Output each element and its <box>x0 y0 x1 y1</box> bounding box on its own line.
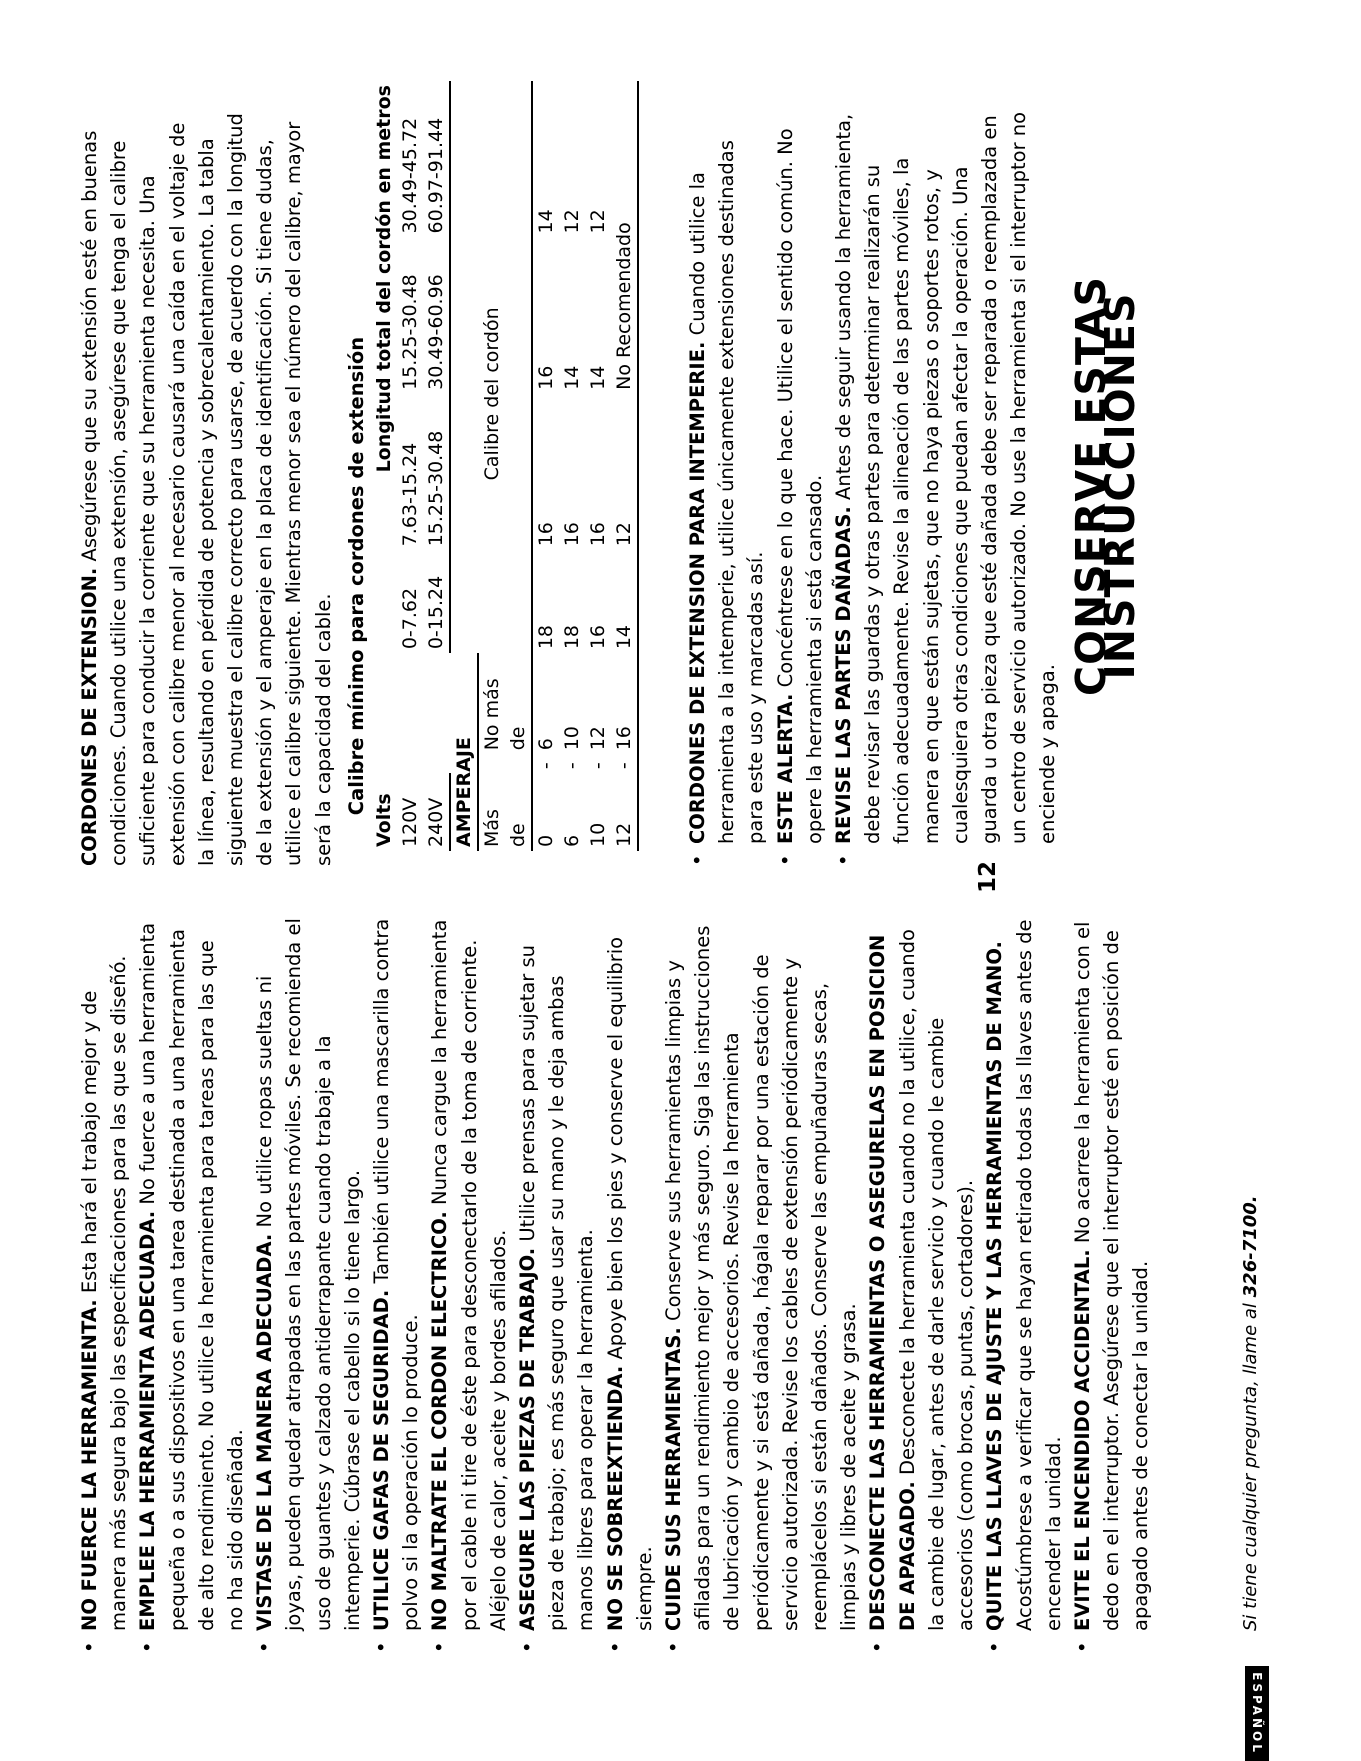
bullet-icon: • <box>603 1641 627 1653</box>
gauge-label: Calibre del cordón <box>481 307 504 481</box>
table-row <box>478 81 505 851</box>
extension-intro <box>75 106 338 866</box>
length-header: Longitud total del cordón en metros <box>373 85 396 473</box>
table-row <box>505 81 532 851</box>
table-cell: 10 <box>587 822 610 847</box>
list-item <box>829 106 1063 866</box>
list-item <box>683 106 771 866</box>
table-row <box>371 81 397 851</box>
page-number: 12 <box>975 860 1001 893</box>
item-heading: EMPLEE LA HERRAMIENTA ADECUADA. <box>136 1210 160 1631</box>
list-item <box>980 918 1068 1653</box>
safety-list-right <box>683 106 1063 866</box>
bullet-icon: • <box>773 854 797 866</box>
item-text: Nunca cargue la herramienta por el cable ni tire de éste para desconectarlo de la toma de corriente. Aléjelo de calor, aceite y bordes afilados. <box>428 919 510 1631</box>
bullet-icon: • <box>516 1641 540 1653</box>
table-cell: 10 <box>561 726 584 751</box>
footer-note <box>1240 1195 1261 1631</box>
table-cell: 30.49-60.96 <box>423 237 450 393</box>
item-heading: UTILICE GAFAS DE SEGURIDAD. <box>370 1289 394 1631</box>
extension-cord-table <box>371 81 639 851</box>
volts-label: Volts <box>373 793 396 847</box>
table-cell: 0-15.24 <box>423 550 450 653</box>
language-tab: ESPAÑOL <box>1245 1666 1269 1761</box>
item-text: Asegúrese que su extensión esté en buenas condiciones. Cuando utilice una extensión, asegúrese que tenga el calibre suficiente para conducir la corriente que su herramienta necesita. Una extensión con calibre menor al necesario causará una caída en el voltaje de la línea, resultando en pérdida de potencia y sobrecalentamiento. La tabla siguiente muestra el calibre correcto para usarse, de acuerdo con la longitud de la extensión y el amperaje en la placa de identificación. Si tiene dudas, utilice el calibre siguiente. Mientras menor sea el número del calibre, mayor será la capacidad del cable. <box>78 113 335 866</box>
item-heading: QUITE LAS LLAVES DE AJUSTE Y LAS HERRAMIENTAS DE MANO. <box>983 941 1007 1631</box>
item-text: No fuerce a una herramienta pequeña o a sus dispositivos en una tarea destinada a una herramienta de alto rendimiento. No utilice la herramienta para tareas para las que no ha sido diseñada. <box>136 922 248 1631</box>
table-cell: 0-7.62 <box>399 587 422 650</box>
not-recommended: No Recomendado <box>611 81 638 394</box>
item-heading: ASEGURE LAS PIEZAS DE TRABAJO. <box>516 1247 540 1631</box>
table-row: 10 - 12 16 16 14 12 <box>585 81 611 851</box>
bullet-icon: • <box>983 1641 1007 1653</box>
item-text: Esta hará el trabajo mejor y de manera más segura bajo las especificaciones para las que se diseñó. <box>78 955 131 1631</box>
no-mas-label: No más <box>481 678 504 751</box>
table-cell: 12 <box>587 209 610 234</box>
table-cell: 14 <box>587 365 610 390</box>
list-item <box>771 106 829 866</box>
table-cell: 16 <box>587 522 610 547</box>
table-cell: 60.97-91.44 <box>423 81 450 237</box>
table-cell: 16 <box>535 522 558 547</box>
table-row: 6 - 10 18 16 14 12 <box>559 81 585 851</box>
table-cell: 14 <box>561 365 584 390</box>
list-item <box>659 918 863 1653</box>
bullet-icon: • <box>662 1641 686 1653</box>
bullet-icon: • <box>136 1641 160 1653</box>
table-cell: 30.49-45.72 <box>399 117 422 234</box>
item-text: Apoye bien los pies y conserve el equilibrio siempre. <box>603 936 656 1631</box>
table-row <box>423 81 450 851</box>
table-cell: 14 <box>535 209 558 234</box>
table-cell: 18 <box>561 624 584 650</box>
table-title: Calibre mínimo para cordones de extensión <box>344 336 368 816</box>
list-item <box>75 918 133 1653</box>
list-item <box>1068 918 1156 1653</box>
de-label: de <box>505 773 532 851</box>
item-heading: CORDONES DE EXTENSION. <box>78 567 101 866</box>
item-heading: NO SE SOBREEXTIENDA. <box>603 1365 627 1631</box>
footer-text: Si tiene cualquier pregunta, llame al <box>1240 1297 1261 1631</box>
item-text: Acostúmbrese a verificar que se hayan retirado todas las llaves antes de encender la unidad. <box>1012 919 1065 1631</box>
voltage-label: 120V <box>399 797 422 847</box>
list-item <box>367 918 425 1653</box>
list-item <box>133 918 250 1653</box>
table-cell: 6 <box>561 834 584 847</box>
item-text: No utilice ropas sueltas ni joyas, pueden quedar atrapadas en las partes móviles. Se recomienda el uso de guantes y calzado antiderrapante cuando trabaje a la intemperie. Cúbrase el cabello si lo tiene largo. <box>253 918 364 1631</box>
left-column <box>75 918 1156 1653</box>
bullet-icon: • <box>1070 1641 1094 1653</box>
table-cell: 12 <box>561 209 584 234</box>
table-row: 12 - 16 14 12 No Recomendado <box>611 81 638 851</box>
amperage-label: AMPERAJE <box>450 653 478 851</box>
footer-phone: 326-7100. <box>1240 1195 1261 1298</box>
table-cell: 15.25-30.48 <box>399 274 422 390</box>
item-heading: CUIDE SUS HERRAMIENTAS. <box>662 1327 686 1631</box>
table-cell: 12 <box>611 394 638 550</box>
item-text: No acarree la herramienta con el dedo en el interruptor. Asegúrese que el interruptor esté en posición de apagado antes de conectar la unidad. <box>1070 921 1153 1631</box>
safety-list-left <box>75 918 1156 1653</box>
table-cell: 0 <box>535 834 558 847</box>
table-cell: 16 <box>587 624 610 650</box>
list-item <box>425 918 513 1653</box>
item-text: También utilice una mascarilla contra polvo si la operación lo produce. <box>370 918 423 1631</box>
item-heading: VISTASE DE LA MANERA ADECUADA. <box>253 1233 277 1631</box>
item-heading: NO MALTRATE EL CORDON ELECTRICO. <box>428 1211 452 1631</box>
bullet-icon: • <box>253 1641 277 1653</box>
table-cell: 12 <box>587 726 610 751</box>
list-item <box>601 918 659 1653</box>
item-heading: DESCONECTE LAS HERRAMIENTAS O ASEGURELAS EN POSICION DE APAGADO. <box>866 934 919 1631</box>
bullet-icon: • <box>428 1641 452 1653</box>
bullet-icon: • <box>832 854 856 866</box>
table-row: 0 - 6 18 16 16 14 <box>532 81 559 851</box>
item-heading: EVITE EL ENCENDIDO ACCIDENTAL. <box>1070 1249 1094 1631</box>
conserve-heading: CONSERVE ESTAS INSTRUCCIONES <box>1066 276 1144 696</box>
bullet-icon: • <box>866 1641 890 1653</box>
bullet-icon: • <box>78 1641 101 1653</box>
table-cell: 16 <box>611 653 638 754</box>
right-column <box>75 85 1144 866</box>
bullet-icon: • <box>686 854 710 866</box>
item-text: Antes de seguir usando la herramienta, debe revisar las guardas y otras partes para determinar realizarán su función adecuadamente. Revise la alineación de las partes móviles, la manera en que están sujetas, que no haya piezas o soportes rotos, y cualesquiera otras condiciones que puedan afectar la operación. Una guarda u otra pieza que esté dañada debe ser reparada o reemplazada en un centro de servicio autorizado. No use la herramienta si el interruptor no enciende y apaga. <box>832 111 1060 844</box>
table-row <box>450 81 478 851</box>
mas-label: Más <box>481 809 504 847</box>
item-text: Concéntrese en lo que hace. Utilice el sentido común. No opere la herramienta si está cansado. <box>773 128 826 844</box>
table-cell: 6 <box>535 738 558 751</box>
item-heading: ESTE ALERTA. <box>773 693 797 844</box>
table-cell: 12 <box>611 773 638 851</box>
list-item <box>513 918 601 1653</box>
item-heading: NO FUERCE LA HERRAMIENTA. <box>78 1299 101 1631</box>
table-cell: 7.63-15.24 <box>399 442 422 547</box>
item-text: Utilice prensas para sujetar su pieza de trabajo; es más seguro que usar su mano y le deja ambas manos libres para operar la herramienta. <box>516 944 598 1631</box>
item-text: Cuando utilice la herramienta a la intemperie, utilice únicamente extensiones destinadas para este uso y marcadas así. <box>686 140 768 844</box>
table-cell: 16 <box>561 522 584 547</box>
list-item <box>863 918 980 1653</box>
table-cell: 16 <box>535 365 558 390</box>
list-item <box>250 918 367 1653</box>
item-text: Conserve sus herramientas limpias y afiladas para un rendimiento mejor y más seguro. Siga las instrucciones de lubricación y cambio de accesorios. Revise la herramienta periódicamente y si está dañada, hágala reparar por una estación de servicio autorizada. Revise los cables de extensión periódicamente y reemplácelos si están dañados. Conserve las empuñaduras secas, limpias y libres de aceite y grasa. <box>662 925 861 1631</box>
bullet-icon: • <box>370 1641 394 1653</box>
table-cell: 15.25-30.48 <box>423 394 450 550</box>
table-cell: 18 <box>535 624 558 650</box>
item-heading: REVISE LAS PARTES DAÑADAS. <box>832 506 856 844</box>
table-cell: 14 <box>611 550 638 653</box>
item-text: Desconecte la herramienta cuando no la utilice, cuando la cambie de lugar, antes de darle servicio y cuando le cambie accesorios (como brocas, puntas, cortadores). <box>895 929 978 1631</box>
table-row <box>397 81 423 851</box>
voltage-label: 240V <box>423 773 450 851</box>
de-label: de <box>505 653 532 754</box>
item-heading: CORDONES DE EXTENSION PARA INTEMPERIE. <box>686 341 710 844</box>
